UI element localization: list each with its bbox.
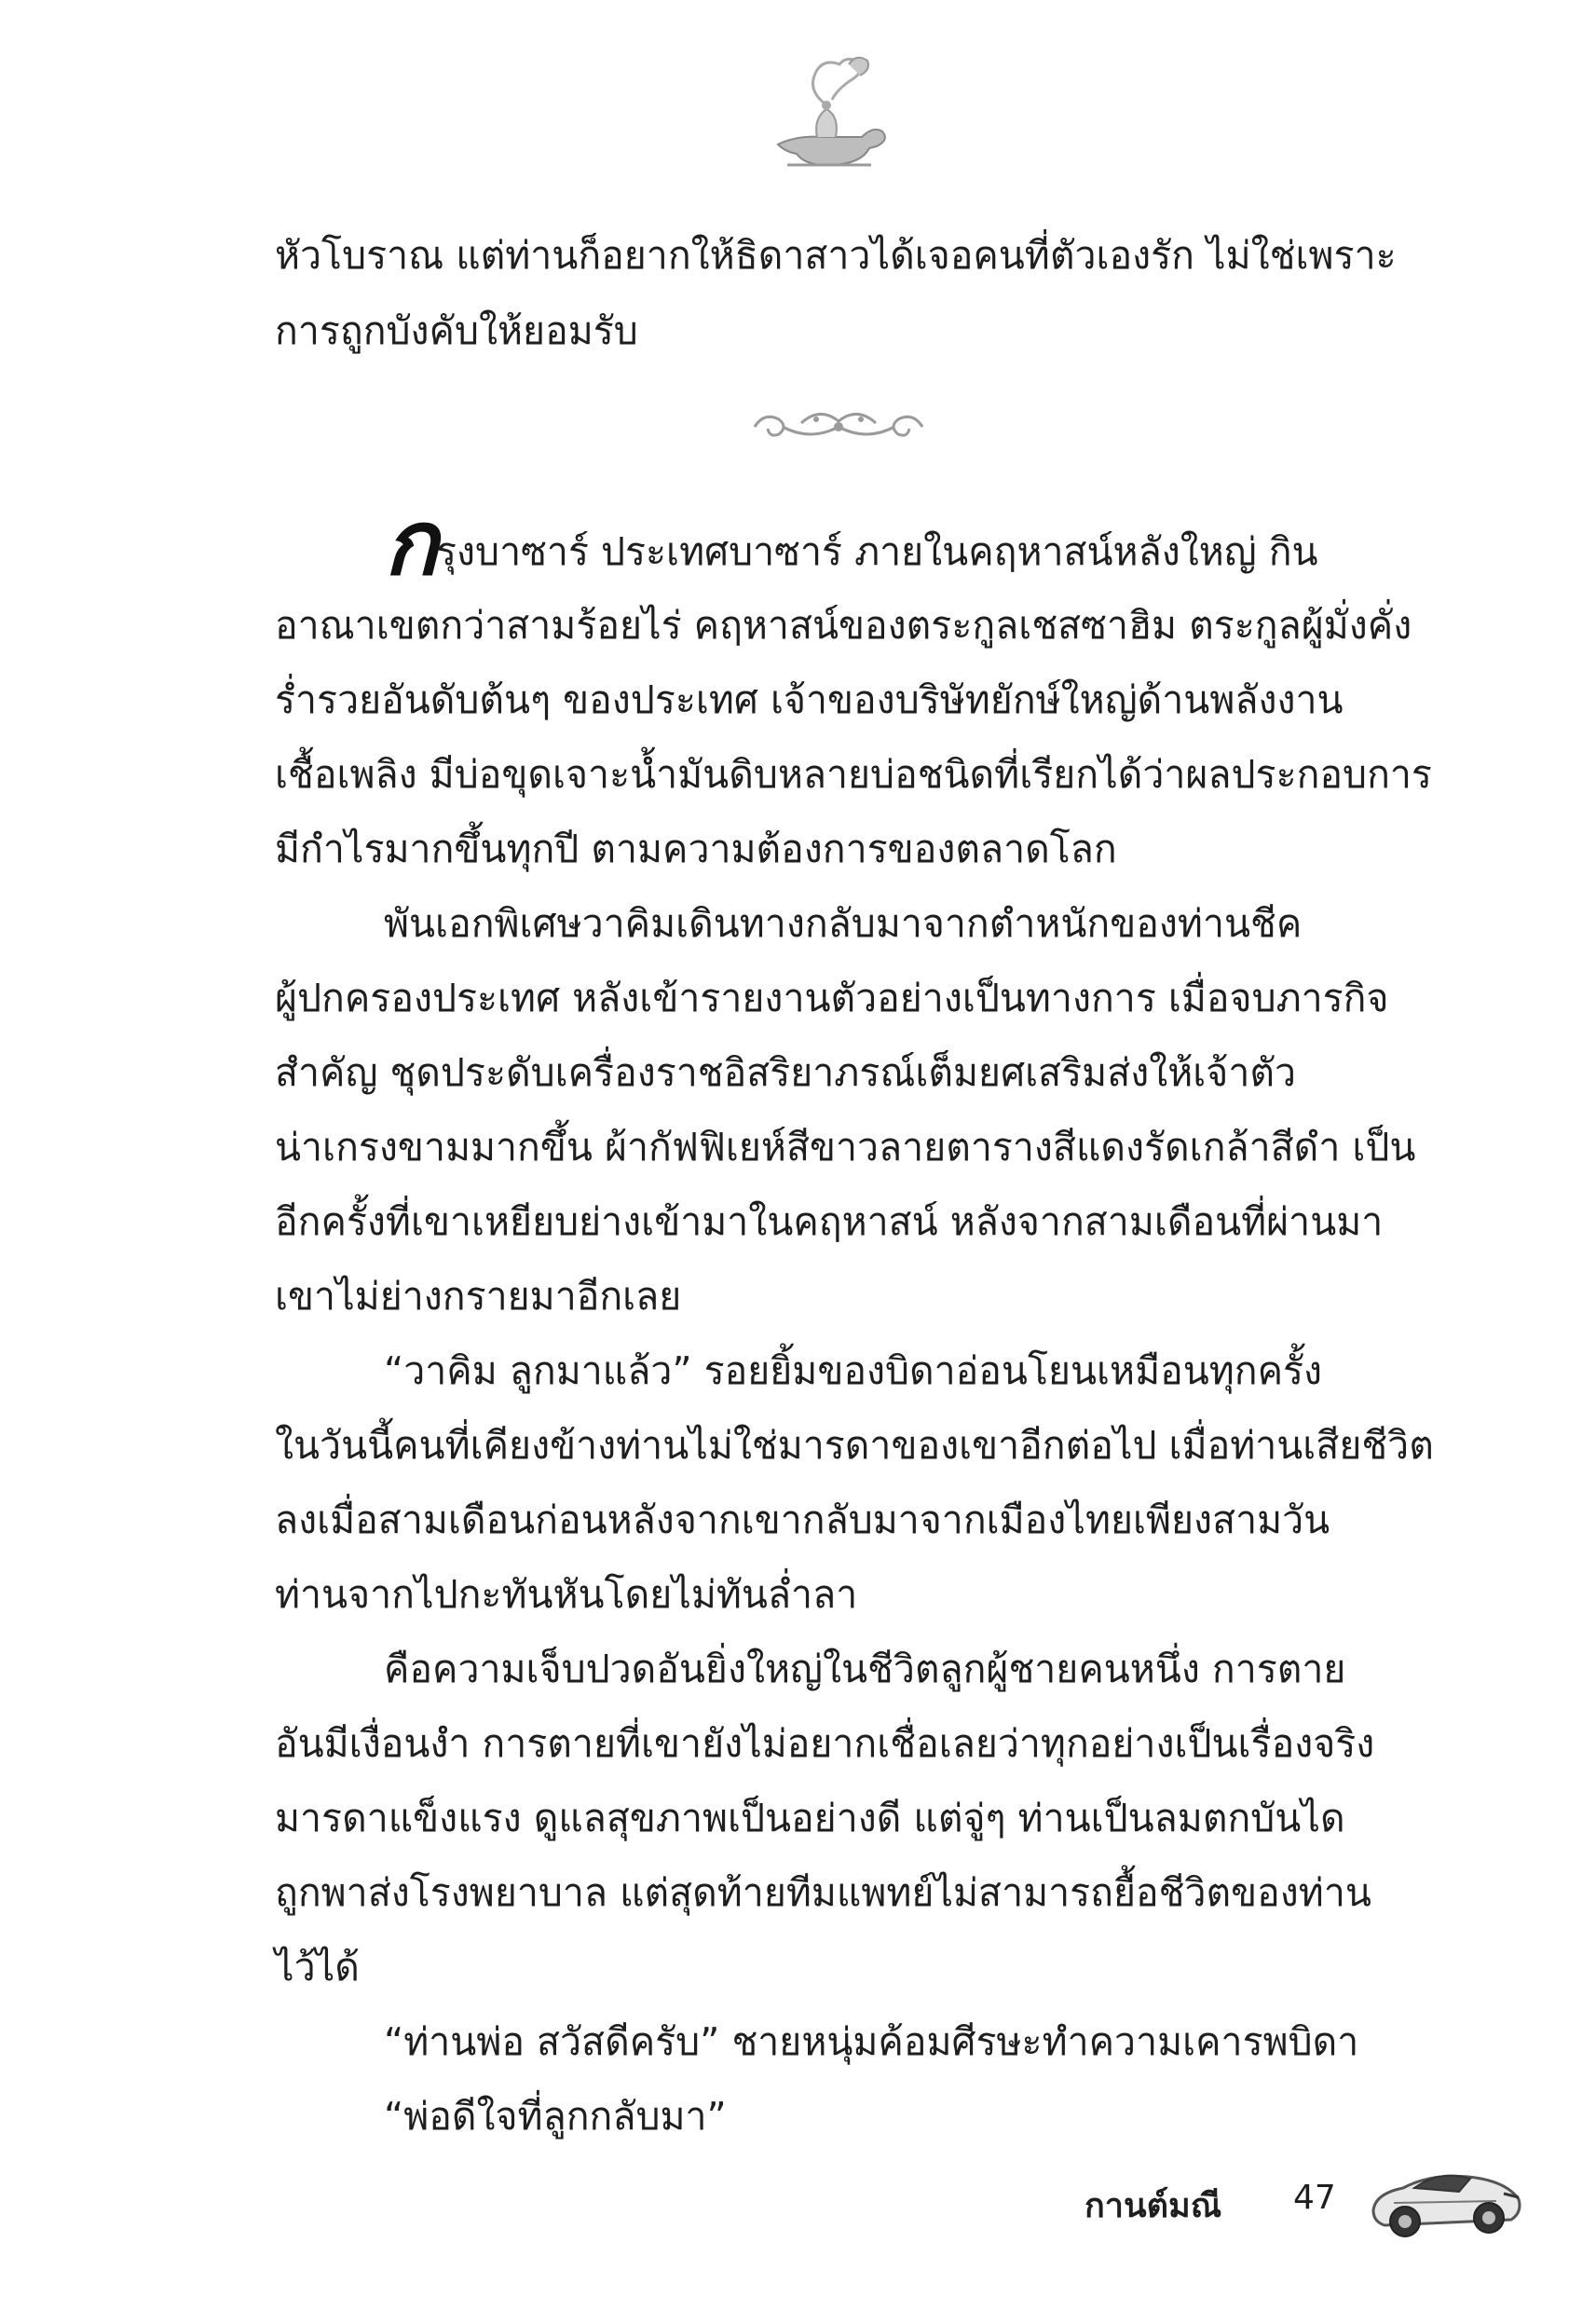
body-line: มารดาแข็งแรง ดูแลสุขภาพเป็นอย่างดี แต่จู่ๆ ท่านเป็นลมตกบันได xyxy=(275,1796,1345,1840)
body-line: “พ่อดีใจที่ลูกกลับมา” xyxy=(384,2094,727,2139)
drop-cap: ก xyxy=(384,491,439,595)
body-line: ลงเมื่อสามเดือนก่อนหลังจากเขากลับมาจากเมืองไทยเพียงสามวัน xyxy=(275,1497,1330,1542)
body-line: ผู้ปกครองประเทศ หลังเข้ารายงานตัวอย่างเป็นทางการ เมื่อจบภารกิจ xyxy=(275,976,1389,1020)
body-line: ถูกพาส่งโรงพยาบาล แต่สุดท้ายทีมแพทย์ไม่สามารถยื้อชีวิตของท่าน xyxy=(275,1870,1371,1915)
body-line: อันมีเงื่อนงำ การตายที่เขายังไม่อยากเชื่อเลยว่าทุกอย่างเป็นเรื่องจริง xyxy=(275,1721,1375,1766)
intro-line-2: การถูกบังคับให้ยอมรับ xyxy=(275,308,638,353)
sports-car-icon xyxy=(1366,2145,1524,2248)
flourish-divider-icon xyxy=(745,399,932,455)
body-line: ไว้ได้ xyxy=(275,1945,360,1990)
body-line: เชื้อเพลิง มีบ่อขุดเจาะน้ำมันดิบหลายบ่อชนิดที่เรียกได้ว่าผลประกอบการ xyxy=(275,752,1432,797)
page-number: 47 xyxy=(1293,2179,1336,2217)
intro-line-1: หัวโบราณ แต่ท่านก็อยากให้ธิดาสาวได้เจอคนที่ตัวเองรัก ไม่ใช่เพราะ xyxy=(275,233,1397,278)
body-line: ในวันนี้คนที่เคียงข้างท่านไม่ใช่มารดาของเขาอีกต่อไป เมื่อท่านเสียชีวิต xyxy=(275,1423,1434,1468)
body-line: ท่านจากไปกะทันหันโดยไม่ทันล่ำลา xyxy=(275,1572,858,1617)
body-line: สำคัญ ชุดประดับเครื่องราชอิสริยาภรณ์เต็มยศเสริมส่งให้เจ้าตัว xyxy=(275,1050,1296,1095)
body-line: พันเอกพิเศษวาคิมเดินทางกลับมาจากตำหนักของท่านชีค xyxy=(384,901,1303,946)
body-line: อีกครั้งที่เขาเหยียบย่างเข้ามาในคฤหาสน์ หลังจากสามเดือนที่ผ่านมา xyxy=(275,1199,1384,1244)
body-line: คือความเจ็บปวดอันยิ่งใหญ่ในชีวิตลูกผู้ชายคนหนึ่ง การตาย xyxy=(384,1647,1346,1691)
body-line: มีกำไรมากขึ้นทุกปี ตามความต้องการของตลาดโลก xyxy=(275,827,1117,871)
body-line: น่าเกรงขามมากขึ้น ผ้ากัฟฟิเยห์สีขาวลายตารางสีแดงรัดเกล้าสีดำ เป็น xyxy=(275,1125,1416,1169)
body-line: “วาคิม ลูกมาแล้ว” รอยยิ้มของบิดาอ่อนโยนเหมือนทุกครั้ง xyxy=(384,1348,1323,1393)
body-line: เขาไม่ย่างกรายมาอีกเลย xyxy=(275,1274,682,1319)
body-line: “ท่านพ่อ สวัสดีครับ” ชายหนุ่มค้อมศีรษะทำความเคารพบิดา xyxy=(384,2019,1359,2064)
body-line: อาณาเขตกว่าสามร้อยไร่ คฤหาสน์ของตระกูลเชสซาฮิม ตระกูลผู้มั่งคั่ง xyxy=(275,603,1412,648)
running-footer-title: กานต์มณี xyxy=(1084,2187,1222,2225)
body-line: รุงบาซาร์ ประเทศบาซาร์ ภายในคฤหาสน์หลังใหญ่ กิน xyxy=(436,529,1318,574)
genie-lamp-icon xyxy=(759,51,899,172)
body-line: ร่ำรวยอันดับต้นๆ ของประเทศ เจ้าของบริษัทยักษ์ใหญ่ด้านพลังงาน xyxy=(275,677,1344,722)
